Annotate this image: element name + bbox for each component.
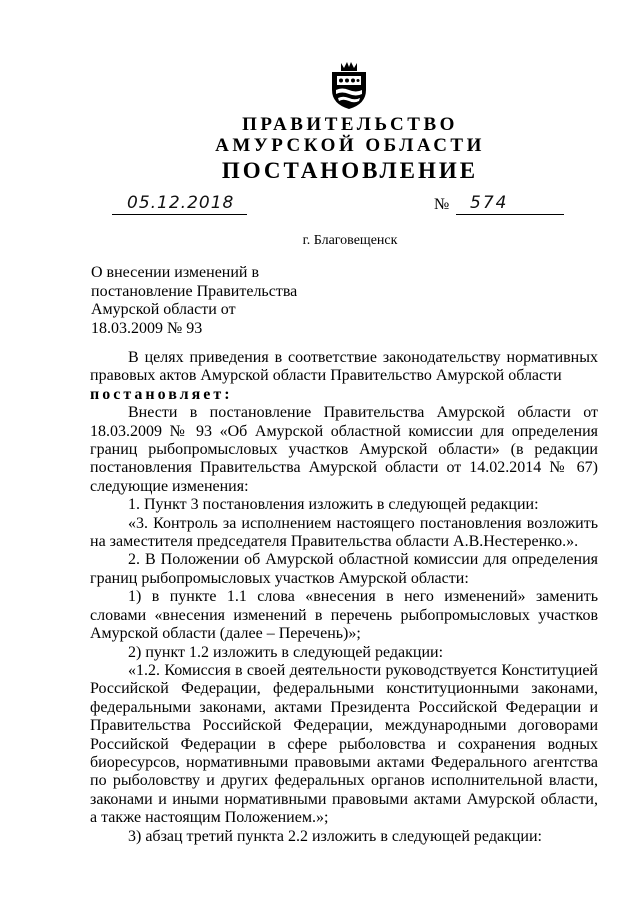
coat-of-arms-icon bbox=[327, 60, 371, 110]
number-value: 574 bbox=[470, 193, 509, 213]
org-name-line2: АМУРСКОЙ ОБЛАСТИ bbox=[215, 135, 485, 156]
paragraph-quote-3: «3. Контроль за исполнением настоящего постановления возложить на заместителя председателя Правительства области А.В.Нестеренко.». bbox=[90, 514, 598, 551]
date-field bbox=[112, 192, 247, 215]
org-name-line1: ПРАВИТЕЛЬСТВО bbox=[242, 114, 458, 135]
paragraph-item-2: 2. В Положении об Амурской областной комиссии для определения границ рыбопромысловых участков Амурской области: bbox=[90, 551, 598, 587]
document-body bbox=[90, 349, 598, 846]
city-line: г. Благовещенск bbox=[302, 233, 398, 248]
paragraph-item-1: 1. Пункт 3 постановления изложить в следующей редакции: bbox=[128, 496, 539, 514]
subject-line: 18.03.2009 № 93 bbox=[91, 319, 203, 337]
paragraph-resolves: постановляет: bbox=[90, 385, 233, 403]
paragraph-amend: Внести в постановление Правительства Амурской области от 18.03.2009 № 93 «Об Амурской областной комиссии для определения границ рыбопромысловых участков Амурской области» (в редакции постановления Правительства Амурской области от 14.02.2014 № 67) следующие изменения: bbox=[90, 404, 598, 495]
number-field bbox=[456, 192, 564, 215]
date-value: 05.12.2018 bbox=[127, 193, 235, 213]
paragraph-subitem-1: 1) в пункте 1.1 слова «внесения в него изменений» заменить словами «внесения изменений в перечень рыбопромысловых участков Амурской области (далее – Перечень)»; bbox=[90, 588, 598, 643]
paragraph-subitem-2: 2) пункт 1.2 изложить в следующей редакции: bbox=[128, 643, 444, 661]
paragraph-subitem-3: 3) абзац третий пункта 2.2 изложить в следующей редакции: bbox=[128, 827, 542, 845]
document-type-title: ПОСТАНОВЛЕНИЕ bbox=[221, 158, 479, 183]
subject-block bbox=[91, 264, 297, 338]
number-label: № bbox=[434, 196, 450, 213]
subject-line: постановление Правительства bbox=[91, 282, 298, 300]
subject-line: О внесении изменений в bbox=[91, 264, 260, 281]
subject-line: Амурской области от bbox=[91, 301, 236, 318]
paragraph-preamble: В целях приведения в соответствие законодательству нормативных правовых актов Амурской области Правительство Амурской области bbox=[90, 349, 598, 385]
paragraph-quote-1-2: «1.2. Комиссия в своей деятельности руководствуется Конституцией Российской Федерации, федеральными конституционными законами, федеральными законами, актами Президента Российской Федерации и Правительства Российской Федерации, международными договорами Российской Федерации в сфере рыболовства и сохранения водных биоресурсов, нормативными правовыми актами Федерального агентства по рыболовству и других федеральных органов исполнительной власти, законами и иными нормативными правовыми актами Амурской области, а также настоящим Положением.»; bbox=[90, 661, 598, 827]
